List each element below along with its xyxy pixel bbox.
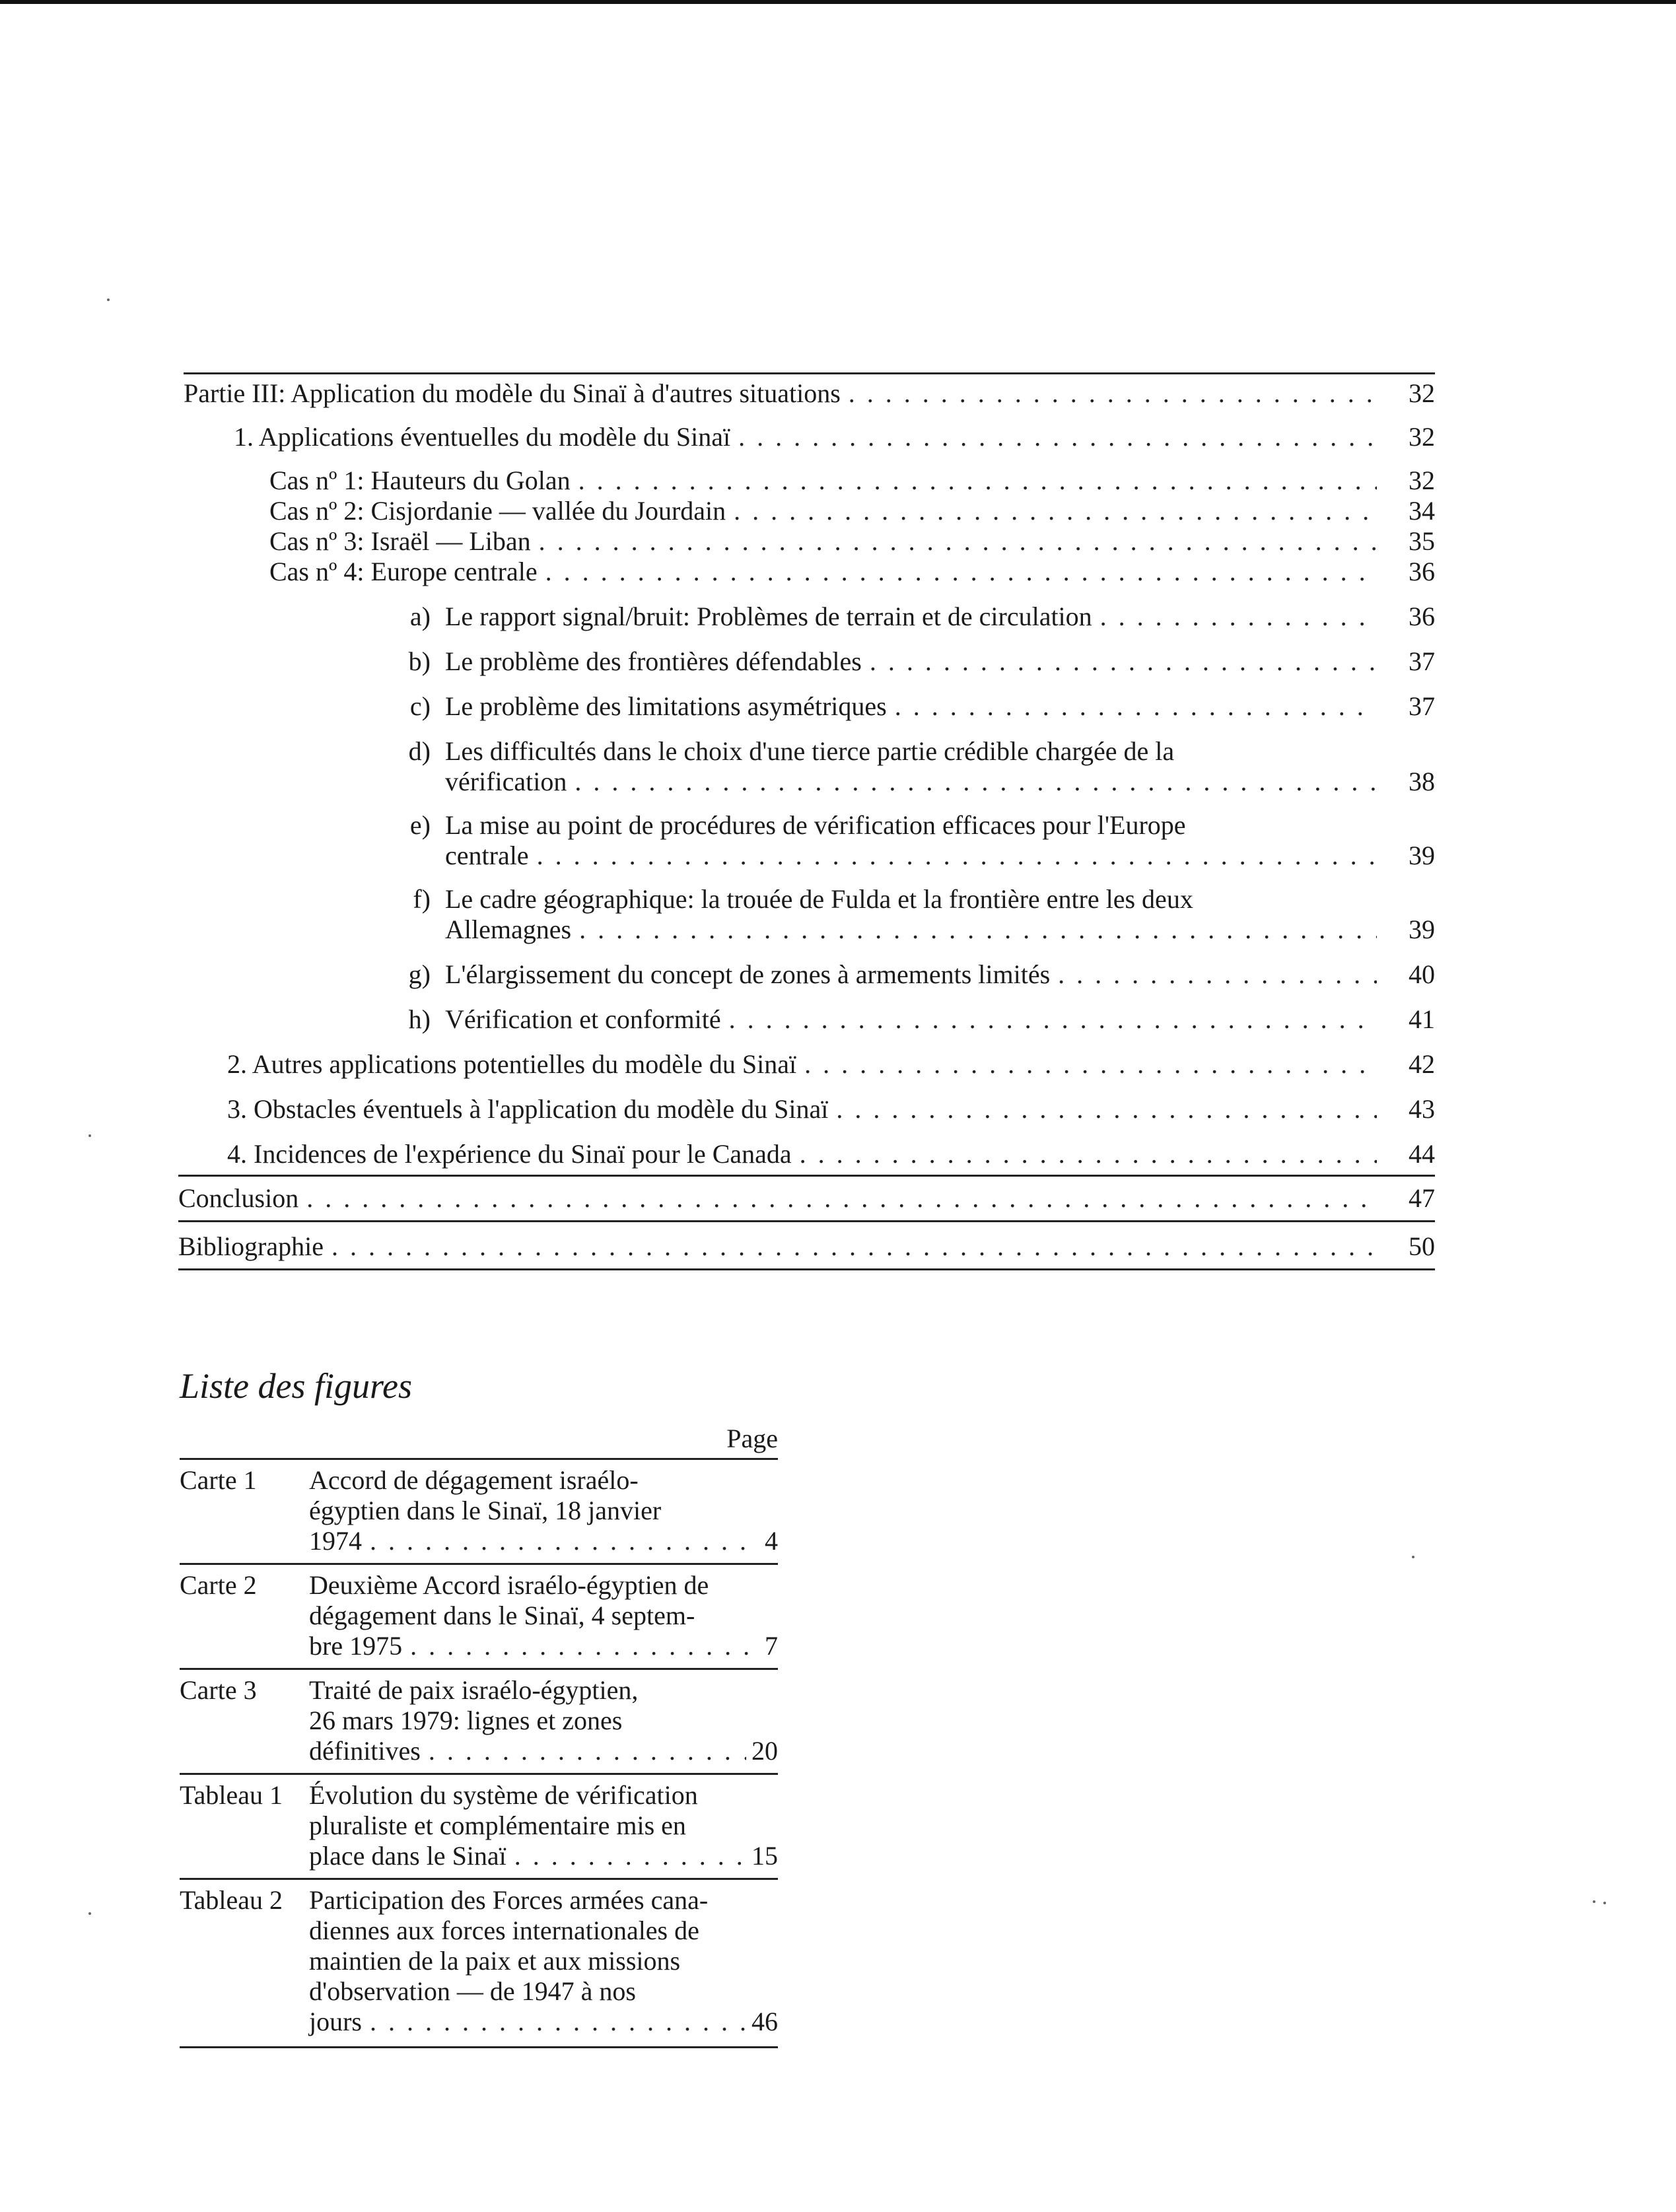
toc-entry-line-1: Les difficultés dans le choix d'une tierce partie crédible chargée de la xyxy=(445,736,1175,766)
table-of-contents xyxy=(178,372,1435,1270)
toc-entry-cas-3 xyxy=(269,526,1435,557)
rule xyxy=(178,1175,1435,1177)
scan-speck xyxy=(88,1134,91,1137)
toc-entry-text: Allemagnes xyxy=(445,915,572,944)
toc-page-number: 37 xyxy=(1409,646,1435,676)
dot-leader xyxy=(410,1631,759,1661)
figure-entry xyxy=(180,1775,778,1878)
figure-page-number: 46 xyxy=(751,2007,778,2036)
dot-leader xyxy=(370,1526,759,1556)
toc-page-number: 39 xyxy=(1409,841,1435,870)
toc-entry-line-1: La mise au point de procédures de vérification efficaces pour l'Europe xyxy=(445,810,1186,840)
toc-entry-line-1: Le cadre géographique: la trouée de Fulda et la frontière entre les deux xyxy=(445,884,1193,914)
figure-label: Tableau 2 xyxy=(180,1885,283,1915)
dot-leader xyxy=(545,557,1377,587)
figure-title-line: Deuxième Accord israélo-égyptien de xyxy=(309,1570,709,1600)
dot-leader xyxy=(332,1231,1377,1262)
bottom-rule xyxy=(180,2046,778,2048)
toc-page-number: 36 xyxy=(1409,602,1435,631)
figure-entry xyxy=(180,1880,778,2046)
figure-entry xyxy=(180,1565,778,1668)
figure-page-number: 4 xyxy=(765,1526,778,1556)
toc-entry-c xyxy=(409,691,1435,722)
dot-leader xyxy=(870,646,1377,677)
figure-entry xyxy=(180,1460,778,1563)
item-label: d) xyxy=(408,736,431,766)
toc-entry-text: centrale xyxy=(445,841,529,870)
dot-leader xyxy=(836,1094,1377,1124)
figure-label: Carte 1 xyxy=(180,1465,257,1495)
toc-entry-partie-3 xyxy=(184,378,1435,409)
dot-leader xyxy=(738,422,1377,452)
toc-entry-text: 4. Incidences de l'expérience du Sinaï pour le Canada xyxy=(227,1139,792,1169)
figure-title-line: d'observation — de 1947 à nos xyxy=(309,1976,636,2006)
figure-label: Carte 2 xyxy=(180,1570,257,1600)
toc-entry-text: 3. Obstacles éventuels à l'application du modèle du Sinaï xyxy=(227,1094,829,1124)
figure-label: Carte 3 xyxy=(180,1675,257,1705)
figure-title-line: bre 1975 xyxy=(309,1631,403,1661)
toc-entry-section-1 xyxy=(234,422,1435,452)
toc-entry-text: Cas nº 4: Europe centrale xyxy=(269,557,538,586)
figure-title-line: 26 mars 1979: lignes et zones xyxy=(309,1706,623,1735)
toc-entry-text: vérification xyxy=(445,767,567,796)
toc-entry-bibliographie xyxy=(178,1231,1435,1268)
toc-entry-d xyxy=(408,736,1435,797)
dot-leader xyxy=(729,1004,1377,1035)
toc-entry-text: Vérification et conformité xyxy=(445,1004,721,1034)
scan-speck xyxy=(1593,1900,1595,1903)
item-label: g) xyxy=(408,959,431,989)
toc-entry-text: Le problème des frontières défendables xyxy=(445,646,862,676)
figure-page-number: 15 xyxy=(751,1841,778,1871)
figure-title-line: définitives xyxy=(309,1736,421,1766)
toc-entry-f xyxy=(413,884,1435,945)
dot-leader xyxy=(429,1736,746,1766)
dot-leader xyxy=(1100,602,1377,632)
figure-title-line: place dans le Sinaï xyxy=(309,1841,506,1871)
figure-label: Tableau 1 xyxy=(180,1780,283,1810)
toc-entry-text: Le problème des limitations asymétriques xyxy=(445,691,887,721)
scan-speck xyxy=(1603,1902,1606,1904)
toc-page-number: 34 xyxy=(1409,496,1435,526)
figure-title-line: diennes aux forces internationales de xyxy=(309,1916,699,1945)
dot-leader xyxy=(895,691,1377,722)
figures-heading: Liste des figures xyxy=(180,1366,413,1406)
dot-leader xyxy=(575,767,1377,797)
item-label: f) xyxy=(413,884,431,914)
toc-entry-text: Cas nº 3: Israël — Liban xyxy=(269,526,531,556)
figure-page-number: 20 xyxy=(751,1736,778,1766)
page-column-header: Page xyxy=(726,1424,778,1453)
toc-entry-cas-4 xyxy=(269,557,1435,587)
toc-page-number: 42 xyxy=(1409,1049,1435,1079)
toc-page-number: 41 xyxy=(1409,1004,1435,1034)
figure-title-line: Participation des Forces armées cana- xyxy=(309,1885,709,1915)
toc-entry-text: Conclusion xyxy=(178,1183,299,1213)
dot-leader xyxy=(734,496,1377,526)
toc-page-number: 39 xyxy=(1409,915,1435,944)
toc-entry-a xyxy=(409,602,1435,632)
toc-page-number: 50 xyxy=(1409,1231,1435,1261)
figures-list xyxy=(180,1424,778,2048)
figure-page-number: 7 xyxy=(765,1631,778,1661)
toc-entry-section-2 xyxy=(227,1049,1435,1080)
scan-speck xyxy=(88,1912,91,1915)
figure-title-line: jours xyxy=(309,2007,362,2036)
item-label: b) xyxy=(408,646,431,676)
toc-entry-text: 1. Applications éventuelles du modèle du Sinaï xyxy=(234,422,731,452)
toc-entry-text: Cas nº 2: Cisjordanie — vallée du Jourdain xyxy=(269,496,726,526)
toc-entry-text: 2. Autres applications potentielles du modèle du Sinaï xyxy=(227,1049,797,1079)
bottom-rule xyxy=(178,1268,1435,1270)
figure-title-line: Traité de paix israélo-égyptien, xyxy=(309,1675,639,1705)
dot-leader xyxy=(578,466,1377,496)
toc-entry-text: Partie III: Application du modèle du Sinaï à d'autres situations xyxy=(184,378,841,408)
item-label: h) xyxy=(408,1004,431,1034)
toc-entry-section-4 xyxy=(227,1139,1435,1175)
toc-page-number: 44 xyxy=(1409,1139,1435,1169)
scan-speck xyxy=(107,298,110,301)
dot-leader xyxy=(800,1139,1377,1169)
toc-page-number: 40 xyxy=(1409,959,1435,989)
figure-title-line: égyptien dans le Sinaï, 18 janvier xyxy=(309,1496,662,1525)
rule xyxy=(178,1220,1435,1222)
figure-entry xyxy=(180,1670,778,1773)
toc-entry-conclusion xyxy=(178,1183,1435,1220)
toc-entry-h xyxy=(408,1004,1435,1035)
toc-entry-text: Le rapport signal/bruit: Problèmes de terrain et de circulation xyxy=(445,602,1092,631)
toc-page-number: 35 xyxy=(1409,526,1435,556)
figure-title-line: 1974 xyxy=(309,1526,362,1556)
toc-entry-g xyxy=(408,959,1435,990)
figure-title-line: Accord de dégagement israélo- xyxy=(309,1465,639,1495)
toc-page-number: 36 xyxy=(1409,557,1435,586)
figure-title-line: Évolution du système de vérification xyxy=(309,1780,698,1810)
scan-edge xyxy=(0,0,1676,4)
toc-entry-text: L'élargissement du concept de zones à armements limités xyxy=(445,959,1051,989)
dot-leader xyxy=(514,1841,746,1871)
dot-leader xyxy=(539,526,1377,557)
toc-page-number: 32 xyxy=(1409,378,1435,408)
toc-page-number: 47 xyxy=(1409,1183,1435,1213)
toc-page-number: 32 xyxy=(1409,422,1435,452)
toc-page-number: 43 xyxy=(1409,1094,1435,1124)
toc-entry-e xyxy=(409,810,1435,871)
dot-leader xyxy=(306,1183,1377,1214)
toc-entry-text: Cas nº 1: Hauteurs du Golan xyxy=(269,466,571,495)
toc-entry-b xyxy=(408,646,1435,677)
dot-leader xyxy=(804,1049,1377,1080)
item-label: c) xyxy=(409,691,431,721)
scan-speck xyxy=(1412,1556,1414,1558)
item-label: a) xyxy=(409,602,431,631)
dot-leader xyxy=(849,378,1377,409)
dot-leader xyxy=(537,841,1377,871)
figure-title-line: dégagement dans le Sinaï, 4 septem- xyxy=(309,1601,695,1630)
figure-title-line: pluraliste et complémentaire mis en xyxy=(309,1811,686,1840)
item-label: e) xyxy=(409,810,431,840)
figure-title-line: maintien de la paix et aux missions xyxy=(309,1946,681,1976)
toc-entry-cas-1 xyxy=(269,466,1435,496)
toc-entry-section-3 xyxy=(227,1094,1435,1124)
dot-leader xyxy=(370,2007,746,2037)
toc-entry-cas-2 xyxy=(269,496,1435,526)
top-rule xyxy=(184,372,1435,374)
toc-entry-text: Bibliographie xyxy=(178,1231,324,1261)
dot-leader xyxy=(1058,959,1377,990)
toc-page-number: 32 xyxy=(1409,466,1435,495)
dot-leader xyxy=(579,915,1377,945)
toc-page-number: 37 xyxy=(1409,691,1435,721)
toc-page-number: 38 xyxy=(1409,767,1435,796)
